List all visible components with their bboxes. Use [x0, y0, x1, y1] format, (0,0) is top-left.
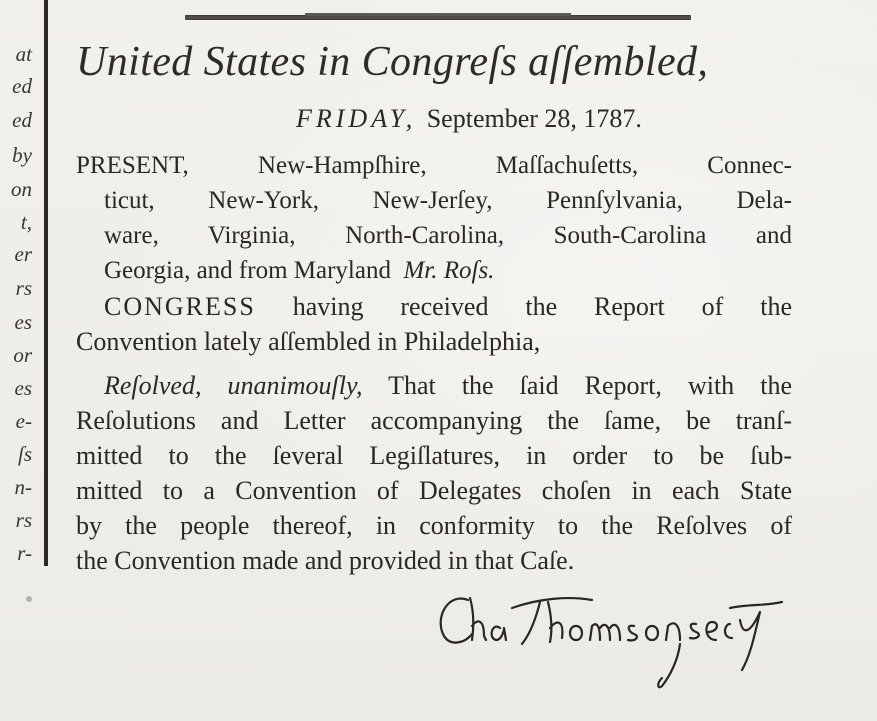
left-column-fragments — [0, 0, 40, 721]
left-fragment: er — [14, 242, 32, 266]
left-fragment: rs — [15, 276, 32, 300]
date-line — [296, 104, 642, 134]
present-line: ticut, New-York, New-Jerſey, Pennſylvania, Dela- — [104, 187, 792, 214]
resolved-line: mitted to the ſeveral Legiſlatures, in order to be ſub- — [76, 441, 792, 470]
left-fragment: e- — [15, 409, 32, 433]
top-rule — [185, 15, 691, 20]
resolved-line: Reſolutions and Letter accompanying the ſame, be tranſ- — [76, 406, 792, 435]
signature-drawing — [430, 578, 800, 698]
column-rule — [44, 0, 48, 566]
handwritten-signature — [430, 578, 800, 698]
present-paragraph — [76, 148, 792, 288]
left-fragment: r- — [17, 541, 32, 565]
paper-stain — [26, 596, 32, 602]
present-line: PRESENT, New-Hampſhire, Maſſachuſetts, Connec- — [76, 152, 792, 179]
left-fragment: by — [12, 143, 32, 167]
left-fragment: ed — [12, 108, 32, 132]
left-fragment: or — [13, 343, 32, 367]
left-fragment: es — [14, 310, 32, 334]
present-last-lead: Georgia, and from Maryland — [104, 257, 391, 284]
resolved-paragraph — [76, 368, 792, 578]
resolved-line — [76, 368, 792, 403]
date-text: September 28, 1787. — [426, 104, 642, 133]
resolved-line: by the people thereof, in conformity to the Reſolves of — [76, 511, 792, 540]
date-day: FRIDAY, — [296, 104, 417, 133]
present-last-name: Mr. Roſs. — [403, 257, 495, 284]
left-fragment: rs — [15, 508, 32, 532]
left-fragment: t, — [20, 210, 32, 234]
resolved-italic: Reſolved, unanimouſly, — [104, 371, 363, 400]
resolved-line: mitted to a Convention of Delegates choſen in each State — [76, 476, 792, 505]
left-fragment: n- — [14, 475, 32, 499]
left-fragment: at — [15, 42, 32, 66]
left-fragment: ed — [12, 74, 32, 98]
left-fragment: es — [14, 376, 32, 400]
document-heading: United States in Congreſs aſſembled, — [76, 39, 709, 85]
left-fragment: on — [11, 177, 32, 201]
congress-line: Convention lately aſſembled in Philadelphia, — [76, 327, 541, 356]
congress-line-rest: having received the Report of the — [292, 292, 792, 321]
congress-line — [76, 289, 792, 324]
present-line-last — [76, 253, 792, 288]
congress-word: CONGRESS — [104, 292, 256, 321]
resolved-line-rest: That the ſaid Report, with the — [388, 371, 792, 400]
present-line: ware, Virginia, North-Carolina, South-Carolina and — [104, 222, 792, 249]
congress-paragraph — [76, 289, 792, 359]
left-fragment: ſs — [17, 442, 32, 466]
resolved-line-last: the Convention made and provided in that Caſe. — [76, 546, 575, 575]
